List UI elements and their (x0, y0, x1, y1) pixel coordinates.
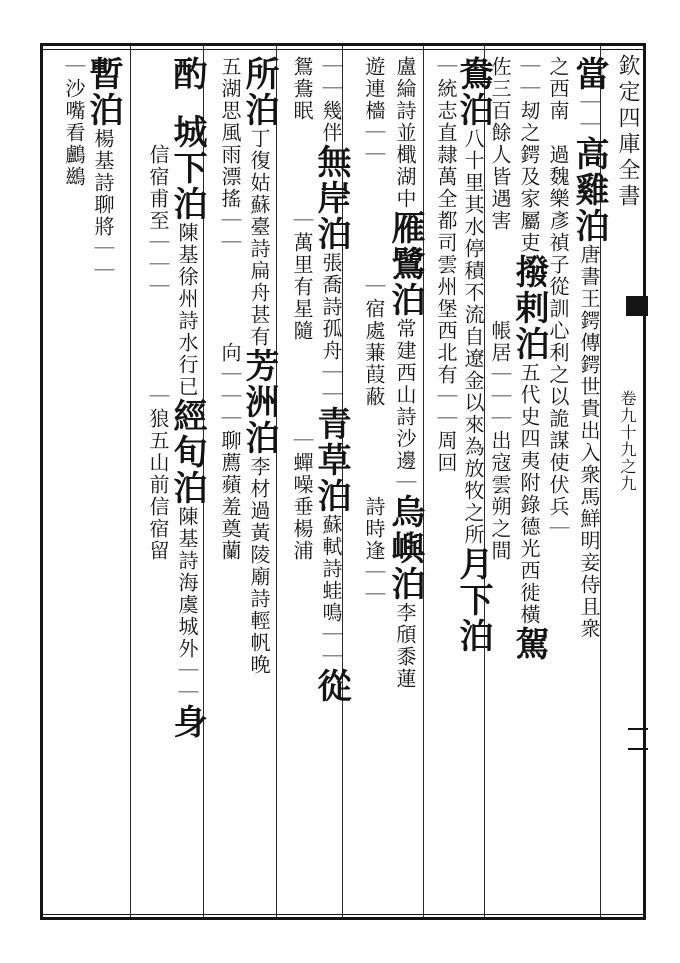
entry-heading: 身 (167, 704, 207, 740)
text-column (167, 56, 207, 911)
commentary-text (218, 254, 242, 342)
entry-heading: 城下泊 (167, 114, 207, 222)
commentary-text: 遊連檣｜｜ (362, 56, 386, 166)
text-column (385, 56, 425, 911)
folio-label: 卷九十九之九 (618, 390, 637, 492)
text-column (548, 56, 568, 911)
commentary-text: ｜｜刼之鍔及家屬吏 (517, 56, 541, 254)
text-column (311, 56, 351, 911)
page-header (604, 54, 638, 918)
commentary-text: 之西南 (546, 56, 570, 122)
entry-heading: 雁鷺泊 (385, 210, 425, 318)
entry-heading: 所泊 (239, 56, 279, 128)
entry-heading: 芳洲泊 (239, 348, 279, 456)
entry-heading: 青草泊 (311, 406, 351, 514)
commentary-text: ｜狼五山前信宿留 (146, 386, 170, 562)
commentary-text: 詩時逢｜｜ (362, 496, 386, 606)
commentary-text: 信宿甫至｜｜｜ (146, 144, 170, 298)
entry-heading: 月下泊 (453, 546, 493, 654)
text-column (64, 56, 84, 911)
text-column (220, 56, 240, 911)
entry-heading: 烏嶼泊 (385, 494, 425, 602)
book-title: 欽定四庫全書 (615, 54, 640, 210)
commentary-text: 丁復姑蘇臺詩扁舟甚有 (247, 128, 271, 348)
commentary-text: 佐三百餘人皆遇害 (488, 56, 512, 232)
commentary-text (146, 56, 170, 78)
commentary-text (290, 342, 314, 430)
commentary-text: 李頎黍蓮 (393, 602, 417, 690)
entry-heading: 酌 (167, 56, 207, 92)
commentary-text: ｜｜幾伴 (319, 56, 343, 144)
commentary-text: 李材過黃陵廟詩輕帆晚 (247, 456, 271, 676)
commentary-text: 盧綸詩並檝湖中 (393, 56, 417, 210)
commentary-text: 五湖思風雨漂搖｜｜ (218, 56, 242, 254)
text-column (148, 56, 168, 911)
commentary-text: ｜蟬噪垂楊浦 (290, 430, 314, 562)
commentary-text: ｜宿處蒹葭蔽 (362, 276, 386, 408)
text-column (239, 56, 279, 911)
commentary-text (146, 298, 170, 386)
entry-heading: 無岸泊 (311, 144, 351, 252)
commentary-text: 常建西山詩沙邊｜ (393, 318, 417, 494)
commentary-text: 蘇軾詩蛙鳴｜｜ (319, 514, 343, 668)
entry-heading: 駕 (509, 626, 549, 662)
commentary-text: 過魏樂彥禎子從訓心利之以詭謀使伏兵｜ (546, 144, 570, 540)
commentary-text (290, 122, 314, 210)
column-divider (276, 46, 277, 917)
commentary-text: 張喬詩孤舟｜｜ (319, 252, 343, 406)
text-column (292, 56, 312, 911)
column-divider (423, 46, 424, 917)
column-divider (130, 46, 131, 917)
commentary-text: 陳基詩海虞城外｜｜ (175, 506, 199, 704)
fold-mark (628, 728, 648, 750)
entry-heading: 從 (311, 668, 351, 704)
entry-heading: 暫泊 (83, 56, 123, 128)
text-column (436, 56, 456, 911)
entry-heading: 高雞泊 (569, 136, 609, 244)
text-column (490, 56, 510, 911)
commentary-text (546, 122, 570, 144)
commentary-text: 向｜｜｜聊薦蘋羞奠蘭 (218, 342, 242, 562)
text-column (364, 56, 384, 911)
commentary-text: 楊基詩聊將｜｜ (91, 128, 115, 282)
commentary-text (175, 92, 199, 114)
commentary-text (146, 78, 170, 144)
commentary-text: 鴛鴦眠 (290, 56, 314, 122)
text-column (569, 56, 609, 911)
commentary-text (362, 166, 386, 276)
text-column (83, 56, 123, 911)
commentary-text: ｜沙嘴看鸕鷀 (62, 56, 86, 188)
commentary-text: ｜萬里有星隨 (290, 210, 314, 342)
entry-heading: 鴦泊 (453, 56, 493, 128)
fishtail-mark (626, 296, 648, 316)
entry-heading: 當 (569, 56, 609, 92)
text-column (453, 56, 493, 911)
entry-heading: 撥剌泊 (509, 254, 549, 362)
text-column (509, 56, 549, 911)
commentary-text: 八十里其水停積不流自遼金以來為放牧之所 (461, 128, 485, 546)
commentary-text: 五代史四夷附錄德光西徙橫 (517, 362, 541, 626)
commentary-text (488, 232, 512, 320)
commentary-text: 陳基徐州詩水行已 (175, 222, 199, 398)
commentary-text: 帳居｜｜｜出寇雲朔之間 (488, 320, 512, 562)
commentary-text: ｜統志直隷萬全都司雲州堡西北有｜｜周回 (434, 56, 458, 474)
commentary-text: 唐書王鍔傳鍔世貴出入衆馬鮮明妾侍且衆 (577, 244, 601, 640)
commentary-text: ｜｜ (577, 92, 601, 136)
commentary-text (362, 408, 386, 496)
entry-heading: 經旬泊 (167, 398, 207, 506)
